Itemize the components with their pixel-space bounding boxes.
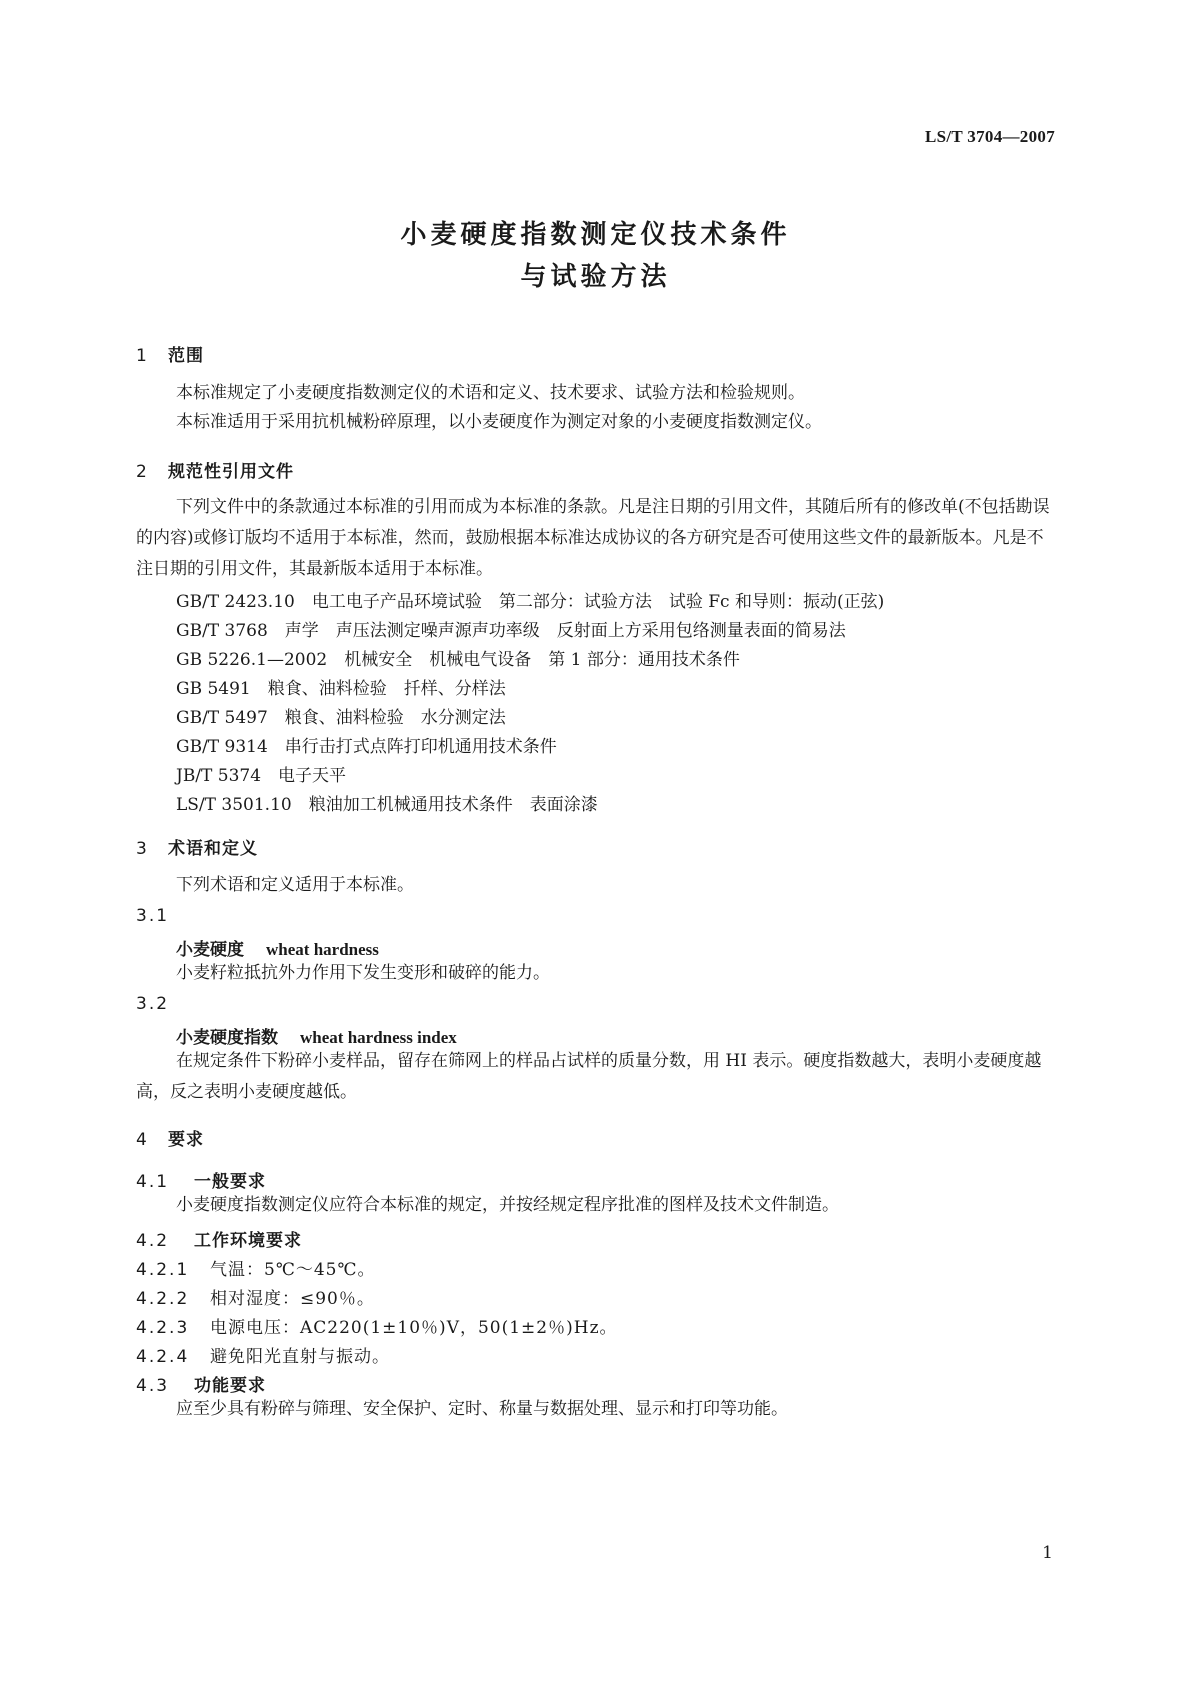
page-number: 1 bbox=[1042, 1543, 1053, 1563]
term-definition: 小麦籽粒抵抗外力作用下发生变形和破碎的能力。 bbox=[176, 963, 550, 983]
reference-item: JB/T 5374 电子天平 bbox=[176, 766, 347, 786]
document-title-line1: 小麦硬度指数测定仪技术条件 bbox=[400, 220, 791, 250]
term-english: wheat hardness bbox=[266, 940, 379, 959]
term-heading bbox=[176, 935, 379, 960]
subsection-title: 工作环境要求 bbox=[194, 1231, 302, 1251]
reference-item: GB/T 9314 串行击打式点阵打印机通用技术条件 bbox=[176, 737, 557, 757]
item-number: 4.2.4 bbox=[136, 1347, 190, 1367]
requirement-item bbox=[136, 1313, 618, 1338]
term-heading bbox=[176, 1023, 457, 1048]
section-number: 2 bbox=[136, 462, 148, 482]
section-3-intro: 下列术语和定义适用于本标准。 bbox=[176, 875, 414, 895]
term-number: 3.2 bbox=[136, 994, 170, 1014]
section-title: 规范性引用文件 bbox=[168, 462, 294, 482]
reference-item: LS/T 3501.10 粮油加工机械通用技术条件 表面涂漆 bbox=[176, 795, 598, 815]
section-2-intro: 下列文件中的条款通过本标准的引用而成为本标准的条款。凡是注日期的引用文件，其随后所有的修改单(不包括勘误的内容)或修订版均不适用于本标准，然而，鼓励根据本标准达成协议的各方研究是否可使用这些文件的最新版本。凡是不注日期的引用文件，其最新版本适用于本标准。 bbox=[136, 497, 1050, 579]
section-1-heading bbox=[136, 341, 204, 366]
section-title: 范围 bbox=[168, 346, 204, 366]
subsection-4-1-heading bbox=[136, 1167, 266, 1192]
term-chinese: 小麦硬度 bbox=[176, 940, 244, 960]
item-text: 气温：5℃～45℃。 bbox=[210, 1260, 376, 1280]
section-3-heading bbox=[136, 834, 258, 859]
subsection-number: 4.2 bbox=[136, 1231, 170, 1251]
item-text: 相对湿度：≤90％。 bbox=[210, 1289, 375, 1309]
term-english: wheat hardness index bbox=[300, 1028, 457, 1047]
section-number: 1 bbox=[136, 346, 148, 366]
subsection-4-1-text: 小麦硬度指数测定仪应符合本标准的规定，并按经规定程序批准的图样及技术文件制造。 bbox=[176, 1195, 839, 1215]
reference-item: GB/T 5497 粮食、油料检验 水分测定法 bbox=[176, 708, 506, 728]
subsection-4-2-heading bbox=[136, 1226, 302, 1251]
section-title: 要求 bbox=[168, 1130, 204, 1150]
reference-item: GB/T 2423.10 电工电子产品环境试验 第二部分：试验方法 试验 Fc 和导则：振动(正弦) bbox=[176, 592, 885, 612]
section-4-heading bbox=[136, 1125, 204, 1150]
document-title-line2: 与试验方法 bbox=[520, 262, 671, 292]
subsection-4-3-text: 应至少具有粉碎与筛理、安全保护、定时、称量与数据处理、显示和打印等功能。 bbox=[176, 1399, 788, 1419]
requirement-item bbox=[136, 1342, 390, 1367]
section-title: 术语和定义 bbox=[168, 839, 258, 859]
term-number: 3.1 bbox=[136, 906, 170, 926]
reference-item: GB/T 3768 声学 声压法测定噪声源声功率级 反射面上方采用包络测量表面的简易法 bbox=[176, 621, 846, 641]
term-definition: 在规定条件下粉碎小麦样品，留存在筛网上的样品占试样的质量分数，用 HI 表示。硬度指数越大，表明小麦硬度越高，反之表明小麦硬度越低。 bbox=[136, 1051, 1042, 1102]
section-2-heading bbox=[136, 457, 294, 482]
item-number: 4.2.2 bbox=[136, 1289, 190, 1309]
section-1-paragraph-1: 本标准规定了小麦硬度指数测定仪的术语和定义、技术要求、试验方法和检验规则。 bbox=[176, 383, 805, 403]
item-text: 避免阳光直射与振动。 bbox=[210, 1347, 390, 1367]
section-1-paragraph-2: 本标准适用于采用抗机械粉碎原理，以小麦硬度作为测定对象的小麦硬度指数测定仪。 bbox=[176, 412, 822, 432]
reference-item: GB 5491 粮食、油料检验 扦样、分样法 bbox=[176, 679, 506, 699]
subsection-title: 功能要求 bbox=[194, 1376, 266, 1396]
subsection-number: 4.1 bbox=[136, 1172, 170, 1192]
item-number: 4.2.3 bbox=[136, 1318, 190, 1338]
item-number: 4.2.1 bbox=[136, 1260, 190, 1280]
requirement-item bbox=[136, 1255, 375, 1280]
standard-code: LS/T 3704—2007 bbox=[925, 127, 1055, 146]
requirement-item bbox=[136, 1284, 375, 1309]
section-number: 3 bbox=[136, 839, 148, 859]
item-text: 电源电压：AC220(1±10％)V，50(1±2％)Hz。 bbox=[210, 1318, 618, 1338]
subsection-title: 一般要求 bbox=[194, 1172, 266, 1192]
term-chinese: 小麦硬度指数 bbox=[176, 1028, 278, 1048]
section-number: 4 bbox=[136, 1130, 148, 1150]
subsection-number: 4.3 bbox=[136, 1376, 170, 1396]
subsection-4-3-heading bbox=[136, 1371, 266, 1396]
reference-item: GB 5226.1—2002 机械安全 机械电气设备 第 1 部分：通用技术条件 bbox=[176, 650, 740, 670]
